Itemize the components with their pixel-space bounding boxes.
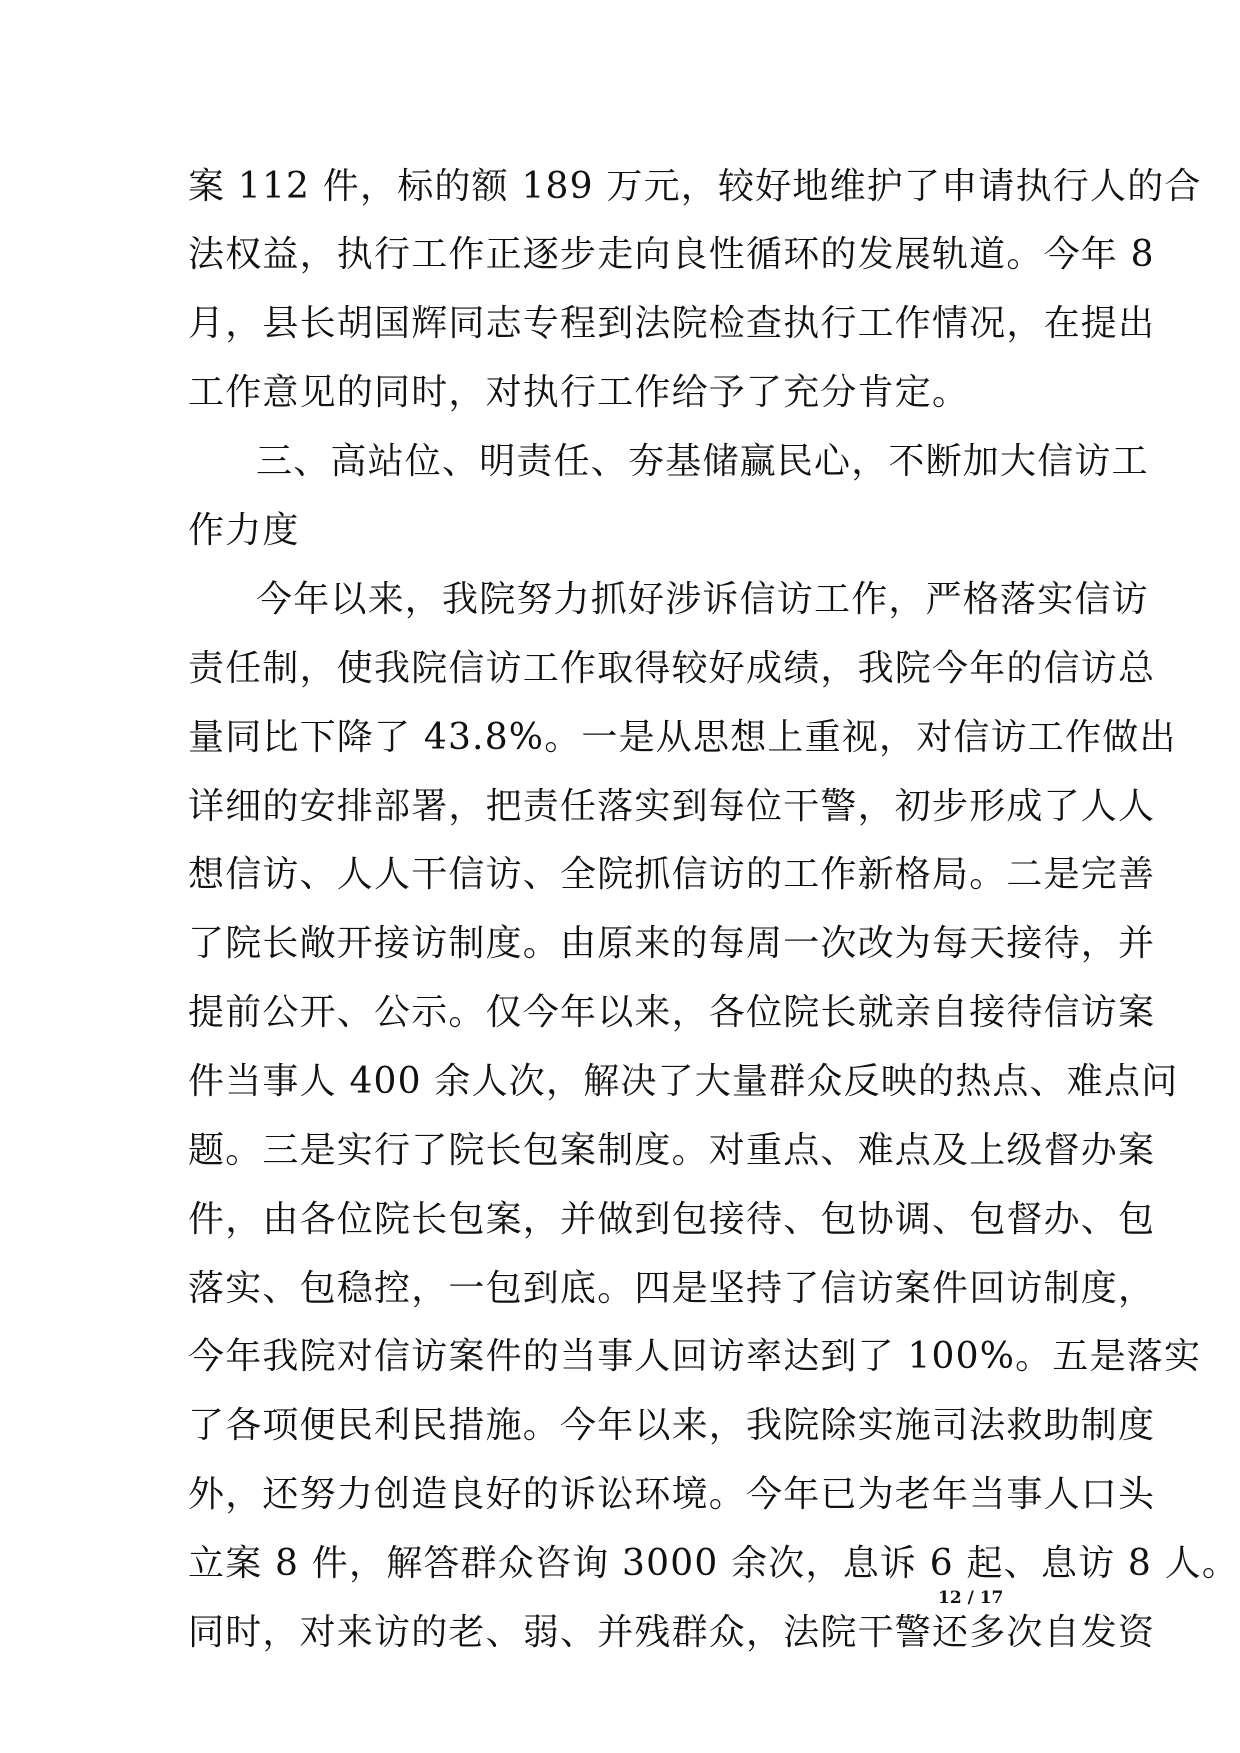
text-line: 了院长敞开接访制度。由原来的每周一次改为每天接待，并 xyxy=(188,923,1156,964)
section-heading-continued: 作力度 xyxy=(188,510,300,551)
text-line: 法权益，执行工作正逐步走向良性循环的发展轨道。今年 8 xyxy=(188,234,1155,275)
text-line: 想信访、人人干信访、全院抓信访的工作新格局。二是完善 xyxy=(188,854,1156,895)
text-line: 提前公开、公示。仅今年以来，各位院长就亲自接待信访案 xyxy=(188,992,1156,1033)
text-line: 详细的安排部署，把责任落实到每位干警，初步形成了人人 xyxy=(188,786,1156,827)
text-line: 同时，对来访的老、弱、并残群众，法院干警还多次自发资 xyxy=(188,1612,1156,1653)
text-line: 立案 8 件，解答群众咨询 3000 余次，息诉 6 起、息访 8 人。 xyxy=(188,1543,1240,1584)
text-line: 月，县长胡国辉同志专程到法院检查执行工作情况，在提出 xyxy=(188,303,1156,344)
text-line: 外，还努力创造良好的诉讼环境。今年已为老年当事人口头 xyxy=(188,1474,1156,1515)
text-line: 件，由各位院长包案，并做到包接待、包协调、包督办、包 xyxy=(188,1199,1156,1240)
text-line: 了各项便民利民措施。今年以来，我院除实施司法救助制度 xyxy=(188,1405,1156,1446)
section-heading: 三、高站位、明责任、夯基储赢民心，不断加大信访工 xyxy=(256,441,1149,482)
text-line: 落实、包稳控，一包到底。四是坚持了信访案件回访制度， xyxy=(188,1268,1156,1309)
page-number: 12 / 17 xyxy=(938,1588,1004,1608)
text-line: 案 112 件，标的额 189 万元，较好地维护了申请执行人的合 xyxy=(188,166,1202,207)
text-line: 今年我院对信访案件的当事人回访率达到了 100%。五是落实 xyxy=(188,1336,1202,1377)
text-line: 工作意见的同时，对执行工作给予了充分肯定。 xyxy=(188,372,970,413)
text-line: 题。三是实行了院长包案制度。对重点、难点及上级督办案 xyxy=(188,1130,1156,1171)
text-line: 量同比下降了 43.8%。一是从思想上重视，对信访工作做出 xyxy=(188,717,1177,758)
paragraph-first-line: 今年以来，我院努力抓好涉诉信访工作，严格落实信访 xyxy=(256,579,1149,620)
text-line: 责任制，使我院信访工作取得较好成绩，我院今年的信访总 xyxy=(188,648,1156,689)
text-line: 件当事人 400 余人次，解决了大量群众反映的热点、难点问 xyxy=(188,1061,1179,1102)
